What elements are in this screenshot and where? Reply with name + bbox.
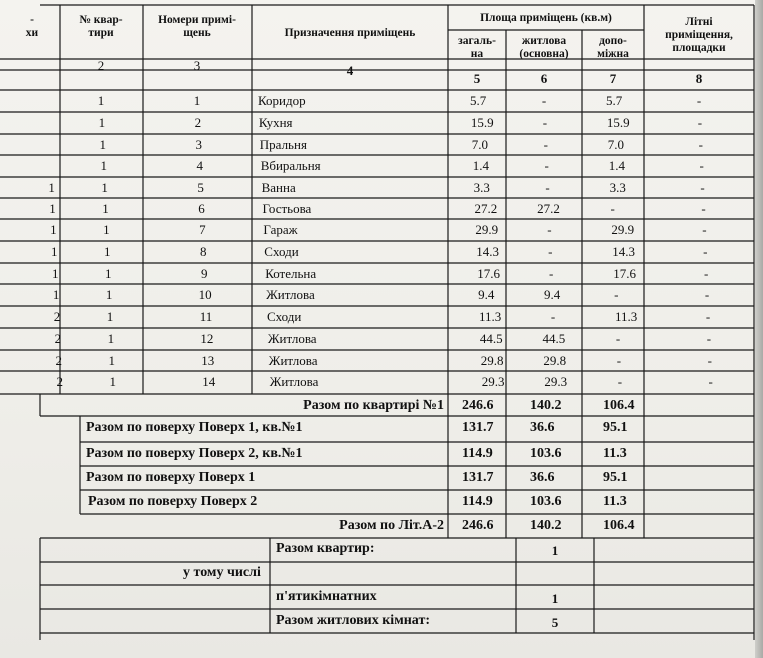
cell-living-area: 44.5	[542, 331, 566, 346]
cell-apartment: 1	[101, 180, 108, 195]
cell-room-name: Котельна	[265, 266, 317, 281]
cell-living-area: 27.2	[537, 201, 560, 216]
summary-total-area: 114.9	[462, 446, 493, 461]
cell-room-number: 14	[202, 374, 216, 389]
cell-living-area: -	[543, 137, 548, 152]
cell-room-name: Сходи	[264, 244, 299, 259]
cell-total-area: 15.9	[470, 115, 494, 130]
cell-room-name: Ванна	[261, 180, 296, 195]
cell-auxiliary-area: 1.4	[608, 158, 625, 173]
cell-summer-area: -	[706, 331, 712, 346]
cell-total-area: 3.3	[473, 180, 490, 195]
cell-room-number: 3	[195, 137, 203, 152]
cell-room-number: 6	[198, 201, 205, 216]
cell-floor: 2	[56, 374, 63, 389]
header-room-purpose: Призначення приміщень	[284, 27, 416, 39]
summary-label: Разом по поверху Поверх 1, кв.№1	[86, 420, 303, 435]
cell-floor: 1	[52, 287, 60, 302]
cell-room-name: Гостьова	[262, 201, 312, 216]
header-auxiliary-area: допо- міжна	[597, 35, 629, 60]
col-number-5: 5	[473, 71, 481, 86]
cell-living-area: 29.8	[543, 353, 567, 368]
cell-apartment: 1	[109, 374, 116, 389]
summary-label: Разом по Літ.А-2	[339, 518, 444, 533]
cell-auxiliary-area: -	[617, 374, 623, 389]
summary-living-area: 140.2	[530, 398, 562, 413]
cell-total-area: 14.3	[476, 244, 500, 259]
cell-auxiliary-area: 5.7	[606, 93, 623, 108]
col-number-2: 2	[97, 58, 105, 73]
cell-room-number: 10	[198, 287, 212, 302]
summary-total-area: 131.7	[462, 420, 494, 435]
header-living-area: житлова (основна)	[519, 35, 569, 60]
cell-auxiliary-area: 11.3	[615, 309, 638, 324]
cell-summer-area: -	[704, 287, 710, 302]
cell-room-number: 11	[199, 309, 213, 324]
summary-living-area: 36.6	[530, 420, 555, 435]
cell-floor: 1	[50, 222, 57, 237]
cell-summer-area: -	[707, 353, 712, 368]
cell-apartment: 1	[102, 201, 109, 216]
header-total-area: загаль- на	[458, 35, 496, 60]
cell-auxiliary-area: 14.3	[612, 244, 636, 259]
cell-apartment: 1	[107, 331, 115, 346]
cell-total-area: 5.7	[470, 93, 487, 108]
cell-floor: 2	[54, 331, 62, 346]
five-room-label: п'ятикімнатних	[276, 589, 377, 604]
cell-room-name: Гараж	[263, 222, 298, 237]
cell-auxiliary-area: 15.9	[606, 115, 630, 130]
apartments-total-value: 1	[551, 543, 559, 558]
cell-apartment: 1	[105, 287, 113, 302]
summary-living-area: 103.6	[530, 494, 562, 509]
cell-total-area: 17.6	[477, 266, 500, 281]
including-label: у тому числі	[183, 565, 261, 580]
cell-room-name: Коридор	[258, 93, 306, 108]
col-number-4: 4	[346, 63, 354, 78]
cell-auxiliary-area: -	[614, 287, 619, 302]
living-rooms-total-value: 5	[551, 615, 559, 630]
cell-auxiliary-area: 17.6	[613, 266, 636, 281]
cell-room-name: Житлова	[266, 287, 315, 302]
header-floor-col: - хи	[25, 14, 39, 39]
living-rooms-total-label: Разом житлових кімнат:	[276, 613, 430, 628]
cell-room-name: Кухня	[258, 115, 293, 130]
cell-living-area: -	[550, 309, 556, 324]
cell-floor: 1	[51, 266, 59, 281]
cell-living-area: 29.3	[544, 374, 568, 389]
header-area-group: Площа приміщень (кв.м)	[480, 12, 612, 24]
cell-room-name: Житлова	[268, 353, 318, 368]
cell-floor: 1	[49, 201, 56, 216]
cell-summer-area: -	[708, 374, 713, 389]
cell-apartment: 1	[104, 266, 112, 281]
cell-room-number: 13	[201, 353, 215, 368]
header-summer-areas: Літні приміщення, площадки	[665, 16, 733, 54]
summary-total-area: 246.6	[462, 398, 494, 413]
cell-floor: 1	[51, 244, 58, 259]
col-number-3: 3	[193, 58, 201, 73]
summary-label: Разом по поверху Поверх 2	[88, 494, 258, 509]
cell-summer-area: -	[697, 115, 703, 130]
cell-room-name: Пральня	[259, 137, 307, 152]
summary-living-area: 103.6	[530, 446, 562, 461]
cell-living-area: -	[549, 266, 554, 281]
summary-auxiliary-area: 95.1	[603, 420, 628, 435]
cell-room-number: 8	[200, 244, 207, 259]
col-number-8: 8	[695, 71, 703, 86]
cell-room-name: Сходи	[267, 309, 302, 324]
summary-auxiliary-area: 11.3	[603, 494, 627, 509]
col-number-7: 7	[609, 71, 617, 86]
cell-apartment: 1	[100, 158, 107, 173]
summary-label: Разом по поверху Поверх 1	[86, 470, 256, 485]
cell-room-number: 12	[200, 331, 214, 346]
summary-auxiliary-area: 11.3	[603, 446, 627, 461]
five-room-value: 1	[551, 591, 559, 606]
cell-summer-area: -	[703, 244, 708, 259]
summary-auxiliary-area: 106.4	[603, 398, 635, 413]
cell-total-area: 27.2	[474, 201, 498, 216]
cell-total-area: 7.0	[471, 137, 489, 152]
cell-apartment: 1	[103, 222, 110, 237]
cell-floor: 2	[55, 353, 63, 368]
cell-summer-area: -	[704, 266, 709, 281]
cell-room-number: 7	[199, 222, 206, 237]
summary-living-area: 36.6	[530, 470, 555, 485]
cell-apartment: 1	[97, 93, 105, 108]
summary-living-area: 140.2	[530, 518, 562, 533]
col-number-6: 6	[540, 71, 548, 86]
cell-room-number: 5	[197, 180, 204, 195]
cell-total-area: 1.4	[472, 158, 489, 173]
cell-total-area: 9.4	[478, 287, 495, 302]
apartments-total-label: Разом квартир:	[276, 541, 375, 556]
cell-auxiliary-area: -	[610, 201, 615, 216]
cell-living-area: -	[544, 158, 549, 173]
header-apartment-number: № квар- тири	[79, 14, 123, 39]
summary-total-area: 131.7	[462, 470, 494, 485]
cell-auxiliary-area: 3.3	[609, 180, 626, 195]
cell-living-area: -	[548, 244, 553, 259]
cell-room-name: Вбиральня	[260, 158, 321, 173]
summary-total-area: 246.6	[462, 518, 494, 533]
cell-total-area: 29.3	[481, 374, 505, 389]
cell-living-area: -	[541, 93, 547, 108]
cell-total-area: 29.9	[475, 222, 499, 237]
cell-apartment: 1	[104, 244, 111, 259]
cell-summer-area: -	[700, 180, 705, 195]
cell-living-area: 9.4	[543, 287, 561, 302]
cell-auxiliary-area: 7.0	[607, 137, 625, 152]
cell-summer-area: -	[698, 137, 703, 152]
summary-label: Разом по квартирі №1	[303, 398, 444, 413]
cell-floor: 1	[48, 180, 55, 195]
cell-total-area: 44.5	[479, 331, 503, 346]
cell-apartment: 1	[98, 115, 106, 130]
cell-total-area: 29.8	[480, 353, 504, 368]
page-edge	[755, 0, 763, 658]
cell-apartment: 1	[99, 137, 107, 152]
cell-room-number: 9	[200, 266, 208, 281]
cell-floor: 2	[53, 309, 61, 324]
cell-living-area: -	[545, 180, 550, 195]
cell-room-number: 4	[196, 158, 203, 173]
cell-living-area: -	[547, 222, 552, 237]
summary-auxiliary-area: 106.4	[603, 518, 635, 533]
summary-auxiliary-area: 95.1	[603, 470, 628, 485]
cell-room-number: 2	[194, 115, 202, 130]
cell-summer-area: -	[699, 158, 704, 173]
cell-summer-area: -	[701, 201, 706, 216]
header-room-numbers: Номери примі- щень	[158, 14, 236, 39]
cell-room-name: Житлова	[269, 374, 319, 389]
cell-room-name: Житлова	[267, 331, 317, 346]
cell-auxiliary-area: -	[616, 353, 622, 368]
summary-label: Разом по поверху Поверх 2, кв.№1	[86, 446, 303, 461]
cell-apartment: 1	[108, 353, 116, 368]
cell-auxiliary-area: -	[615, 331, 621, 346]
cell-summer-area: -	[702, 222, 707, 237]
cell-apartment: 1	[106, 309, 114, 324]
cell-auxiliary-area: 29.9	[611, 222, 635, 237]
summary-total-area: 114.9	[462, 494, 493, 509]
cell-summer-area: -	[696, 93, 702, 108]
cell-summer-area: -	[705, 309, 711, 324]
cell-living-area: -	[542, 115, 548, 130]
cell-room-number: 1	[193, 93, 201, 108]
cell-total-area: 11.3	[479, 309, 502, 324]
